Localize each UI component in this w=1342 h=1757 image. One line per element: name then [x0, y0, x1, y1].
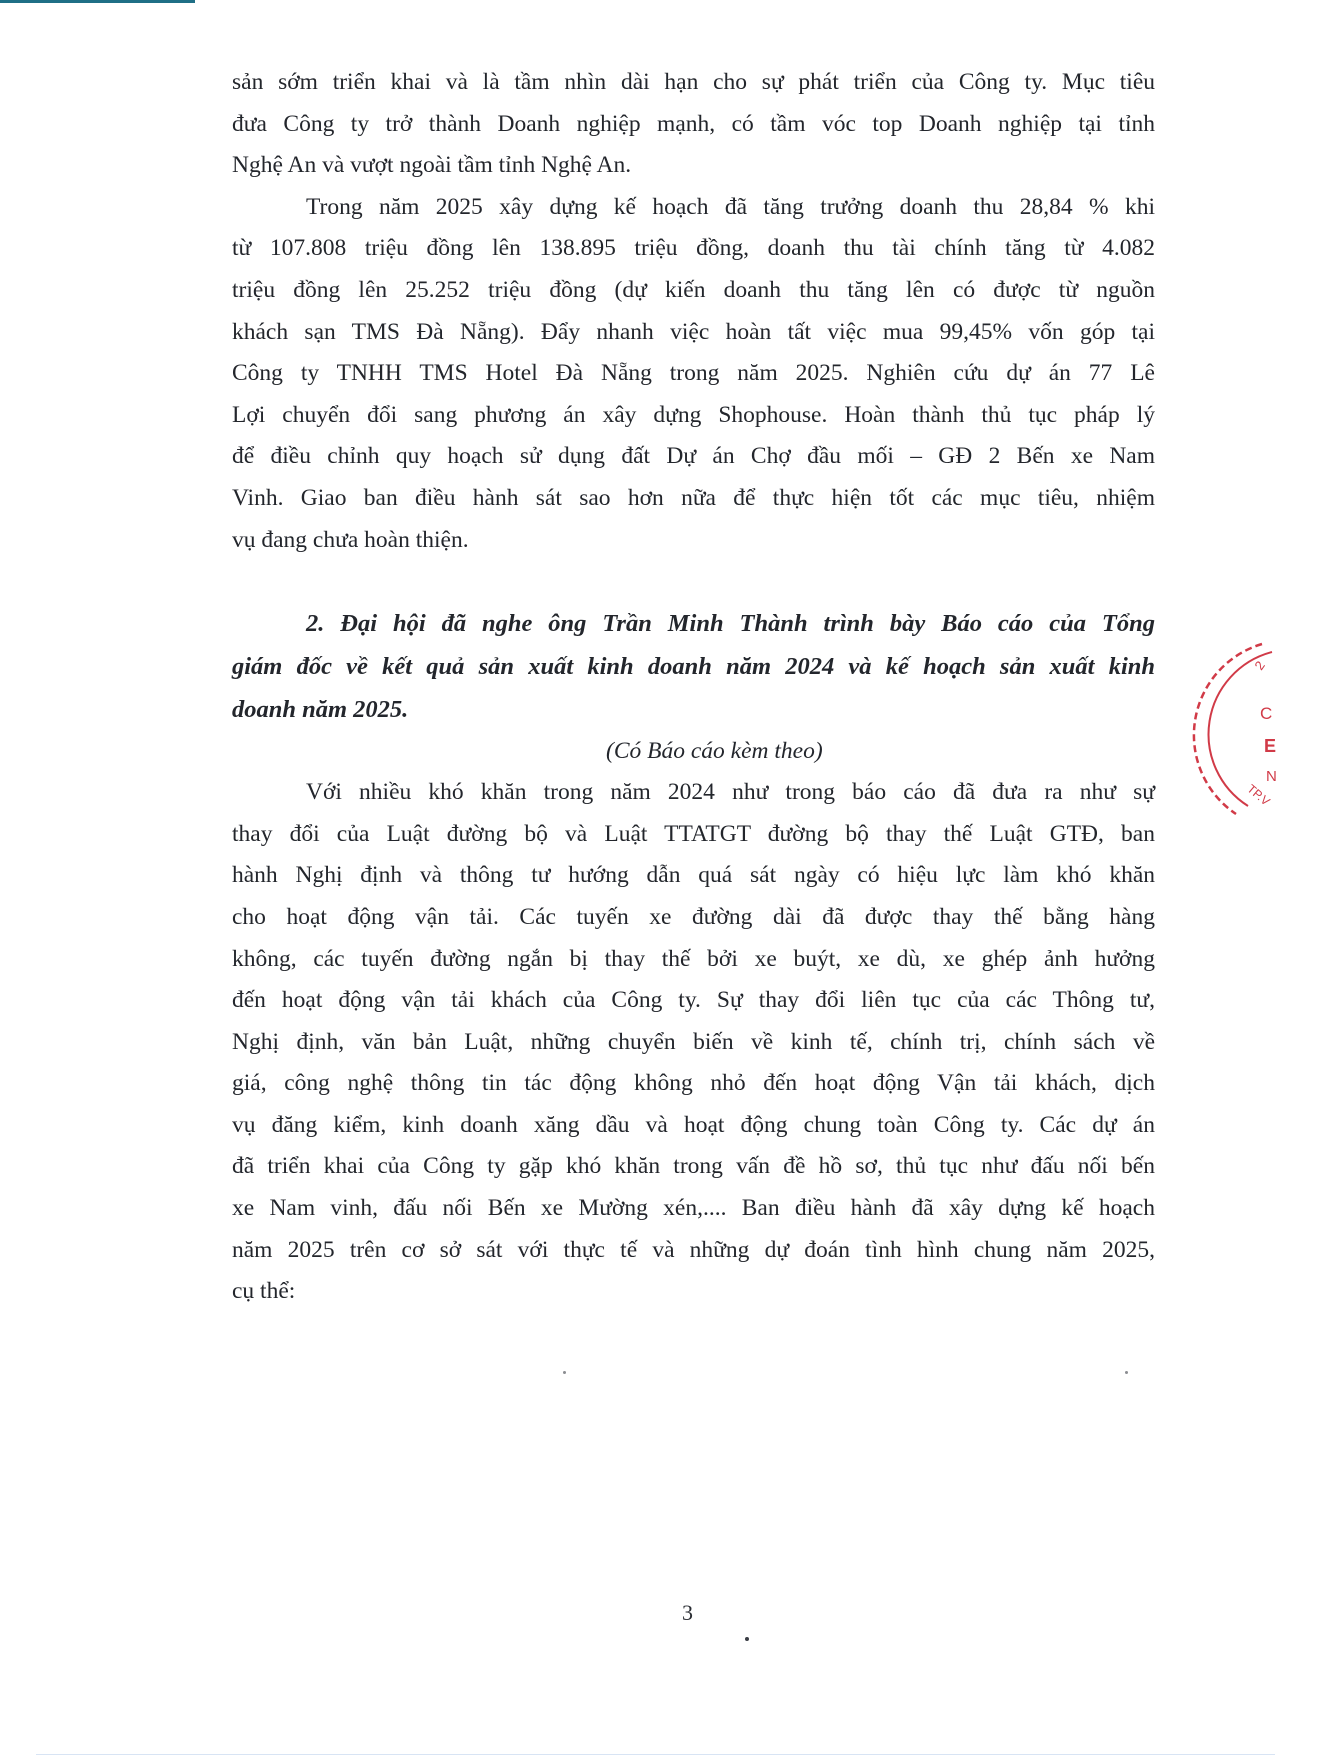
text-line: khách sạn TMS Đà Nẵng). Đẩy nhanh việc hoàn tất việc mua 99,45% vốn góp tại	[232, 318, 1155, 345]
text-line: từ 107.808 triệu đồng lên 138.895 triệu đồng, doanh thu tài chính tăng từ 4.082	[232, 235, 1155, 262]
company-seal	[1222, 628, 1342, 828]
text-line: đưa Công ty trở thành Doanh nghiệp mạnh, có tầm vóc top Doanh nghiệp tại tỉnh	[232, 110, 1155, 137]
document-body	[232, 62, 1155, 1313]
text-line: Nghệ An và vượt ngoài tầm tỉnh Nghệ An.	[232, 152, 632, 179]
seal-fragment: TP.V	[1244, 781, 1273, 809]
seal-fragment: E	[1264, 736, 1277, 756]
text-line: thay đổi của Luật đường bộ và Luật TTATGT đường bộ thay thế Luật GTĐ, ban	[232, 820, 1155, 847]
text-line: sản sớm triển khai và là tầm nhìn dài hạn cho sự phát triển của Công ty. Mục tiêu	[232, 69, 1155, 95]
page-edge-line	[36, 1754, 1275, 1755]
section-title-line: doanh năm 2025.	[232, 696, 409, 724]
scan-speck	[745, 1637, 749, 1641]
text-line: Nghị định, văn bản Luật, những chuyển biến về kinh tế, chính trị, chính sách về	[232, 1028, 1155, 1055]
text-line: Vinh. Giao ban điều hành sát sao hơn nữa để thực hiện tốt các mục tiêu, nhiệm	[232, 484, 1155, 511]
page-top-mark	[0, 0, 195, 3]
text-line: để điều chỉnh quy hoạch sử dụng đất Dự án Chợ đầu mối – GĐ 2 Bến xe Nam	[232, 443, 1155, 470]
paragraph-1	[232, 62, 1155, 187]
seal-fragment: N	[1266, 768, 1277, 785]
text-line: xe Nam vinh, đấu nối Bến xe Mường xén,.... Ban điều hành đã xây dựng kế hoạch	[232, 1195, 1155, 1222]
paragraph-spacer	[232, 561, 1155, 602]
attachment-note: (Có Báo cáo kèm theo)	[606, 738, 823, 765]
scan-speck	[563, 1371, 566, 1374]
text-line: Công ty TNHH TMS Hotel Đà Nẵng trong năm 2025. Nghiên cứu dự án 77 Lê	[232, 360, 1155, 387]
text-line: triệu đồng lên 25.252 triệu đồng (dự kiến doanh thu tăng lên có được từ nguồn	[232, 276, 1155, 303]
text-line: đến hoạt động vận tải khách của Công ty. Sự thay đổi liên tục của các Thông tư,	[232, 987, 1155, 1014]
text-line: Trong năm 2025 xây dựng kế hoạch đã tăng trưởng doanh thu 28,84 % khi	[306, 193, 1155, 220]
seal-fragment: C	[1260, 704, 1273, 723]
seal-ring-icon	[1222, 628, 1342, 828]
section-title-line: giám đốc về kết quả sản xuất kinh doanh năm 2024 và kế hoạch sản xuất kinh	[232, 653, 1155, 681]
text-line: năm 2025 trên cơ sở sát với thực tế và những dự đoán tình hình chung năm 2025,	[232, 1236, 1155, 1263]
text-line: giá, công nghệ thông tin tác động không nhỏ đến hoạt động Vận tải khách, dịch	[232, 1070, 1155, 1097]
text-line: không, các tuyến đường ngắn bị thay thế bởi xe buýt, xe dù, xe ghép ảnh hưởng	[232, 945, 1155, 972]
section-2-heading	[232, 602, 1155, 731]
seal-fragment: 2	[1251, 658, 1268, 673]
text-line: hành Nghị định và thông tư hướng dẫn quá sát ngày có hiệu lực làm khó khăn	[232, 862, 1155, 889]
text-line: Lợi chuyển đổi sang phương án xây dựng Shophouse. Hoàn thành thủ tục pháp lý	[232, 401, 1155, 428]
paragraph-2	[232, 187, 1155, 561]
scan-speck	[1125, 1371, 1128, 1374]
text-line: vụ đang chưa hoàn thiện.	[232, 526, 469, 553]
paragraph-3	[232, 772, 1155, 1313]
text-line: đã triển khai của Công ty gặp khó khăn trong vấn đề hồ sơ, thủ tục như đấu nối bến	[232, 1153, 1155, 1180]
text-line: vụ đăng kiểm, kinh doanh xăng dầu và hoạt động chung toàn Công ty. Các dự án	[232, 1111, 1155, 1138]
section-title-line: 2. Đại hội đã nghe ông Trần Minh Thành trình bày Báo cáo của Tổng	[306, 610, 1155, 638]
text-line: cụ thể:	[232, 1278, 296, 1305]
text-line: Với nhiều khó khăn trong năm 2024 như trong báo cáo đã đưa ra như sự	[306, 779, 1155, 806]
page-number: 3	[682, 1600, 693, 1625]
text-line: cho hoạt động vận tải. Các tuyến xe đường dài đã được thay thế bằng hàng	[232, 903, 1155, 930]
